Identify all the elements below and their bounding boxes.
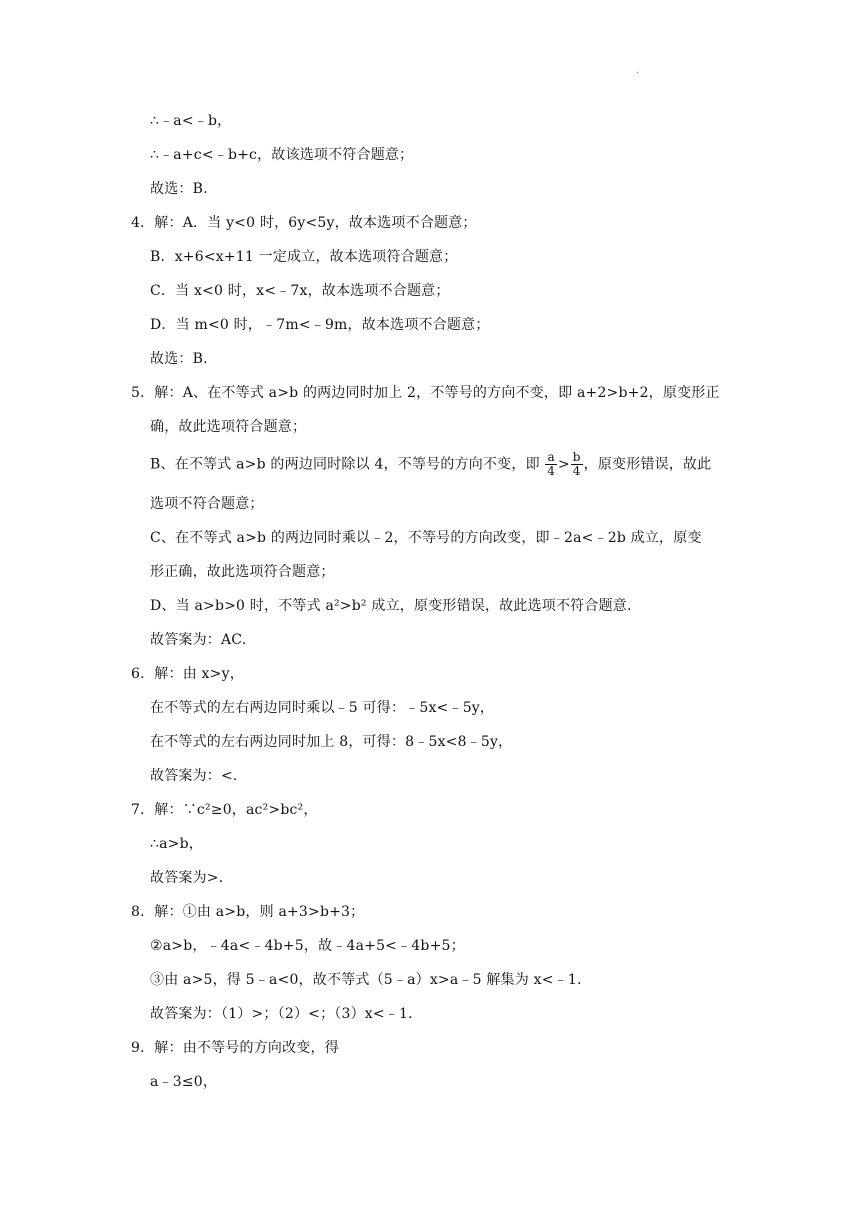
answer-8-line: 8．解：①由 a>b，则 a+3>b+3； [131, 904, 365, 920]
text-line: C．当 x<0 时，x<﹣7x，故本选项不合题意； [150, 283, 450, 299]
text-line: ∴a>b， [150, 836, 203, 852]
text-line: 选项不符合题意； [150, 496, 264, 512]
text-line: 故答案为：<. [150, 768, 238, 784]
text-line: 形正确，故此选项符合题意； [150, 564, 335, 580]
answer-4-line: 4．解：A．当 y<0 时，6y<5y，故本选项不合题意； [131, 215, 477, 231]
text-segment: B、在不等式 a>b 的两边同时除以 4，不等号的方向不变，即 [150, 456, 540, 473]
text-line: 故答案为：（1）>；（2）<；（3）x<﹣1. [150, 1006, 413, 1022]
text-line: ∴﹣a<﹣b， [150, 113, 232, 129]
text-line: B．x+6<x+11 一定成立，故本选项符合题意； [150, 249, 458, 265]
text-line: 在不等式的左右两边同时乘以﹣5 可得：﹣5x<﹣5y， [150, 700, 495, 716]
fraction-a-over-4 [545, 451, 556, 478]
answer-7-line: 7．解：∵c²≥0，ac²>bc²， [131, 802, 318, 818]
answer-9-line: 9．解：由不等号的方向改变，得 [131, 1040, 339, 1056]
text-line: D．当 m<0 时，﹣7m<﹣9m，故本选项不合题意； [150, 317, 490, 333]
text-line: 在不等式的左右两边同时加上 8，可得：8﹣5x<8﹣5y， [150, 734, 513, 750]
text-line: 故选：B. [150, 181, 208, 197]
text-line: ②a>b，﹣4a<﹣4b+5，故﹣4a+5<﹣4b+5； [150, 938, 465, 954]
text-line: C、在不等式 a>b 的两边同时乘以﹣2，不等号的方向改变，即﹣2a<﹣2b 成立，原变 [150, 530, 702, 546]
fraction-denominator: 4 [547, 464, 556, 478]
answer-5-line: 5．解：A、在不等式 a>b 的两边同时加上 2，不等号的方向不变，即 a+2>b+2，原变形正 [131, 385, 720, 401]
text-line: 故答案为>. [150, 870, 224, 886]
fraction-operator: > [557, 456, 570, 473]
text-line: 故答案为：AC. [150, 632, 247, 648]
fraction-b-over-4 [571, 451, 583, 478]
text-line: ∴﹣a+c<﹣b+c，故该选项不符合题意； [150, 147, 414, 163]
text-line: a﹣3≤0， [150, 1074, 218, 1090]
text-line: ③由 a>5，得 5﹣a<0，故不等式（5﹣a）x>a﹣5 解集为 x<﹣1. [150, 972, 582, 988]
text-line-with-fraction [150, 451, 711, 478]
fraction-numerator: b [572, 450, 581, 464]
text-segment: ，原变形错误，故此 [583, 456, 712, 473]
answer-6-line: 6．解：由 x>y， [131, 666, 244, 682]
fraction-numerator: a [547, 450, 555, 464]
text-line: 确，故此选项符合题意； [150, 419, 307, 435]
text-line: D、当 a>b>0 时，不等式 a²>b² 成立，原变形错误，故此选项不符合题意. [150, 598, 632, 614]
page-mark: · [636, 68, 640, 79]
text-line: 故选：B. [150, 351, 208, 367]
fraction-denominator: 4 [572, 464, 581, 478]
